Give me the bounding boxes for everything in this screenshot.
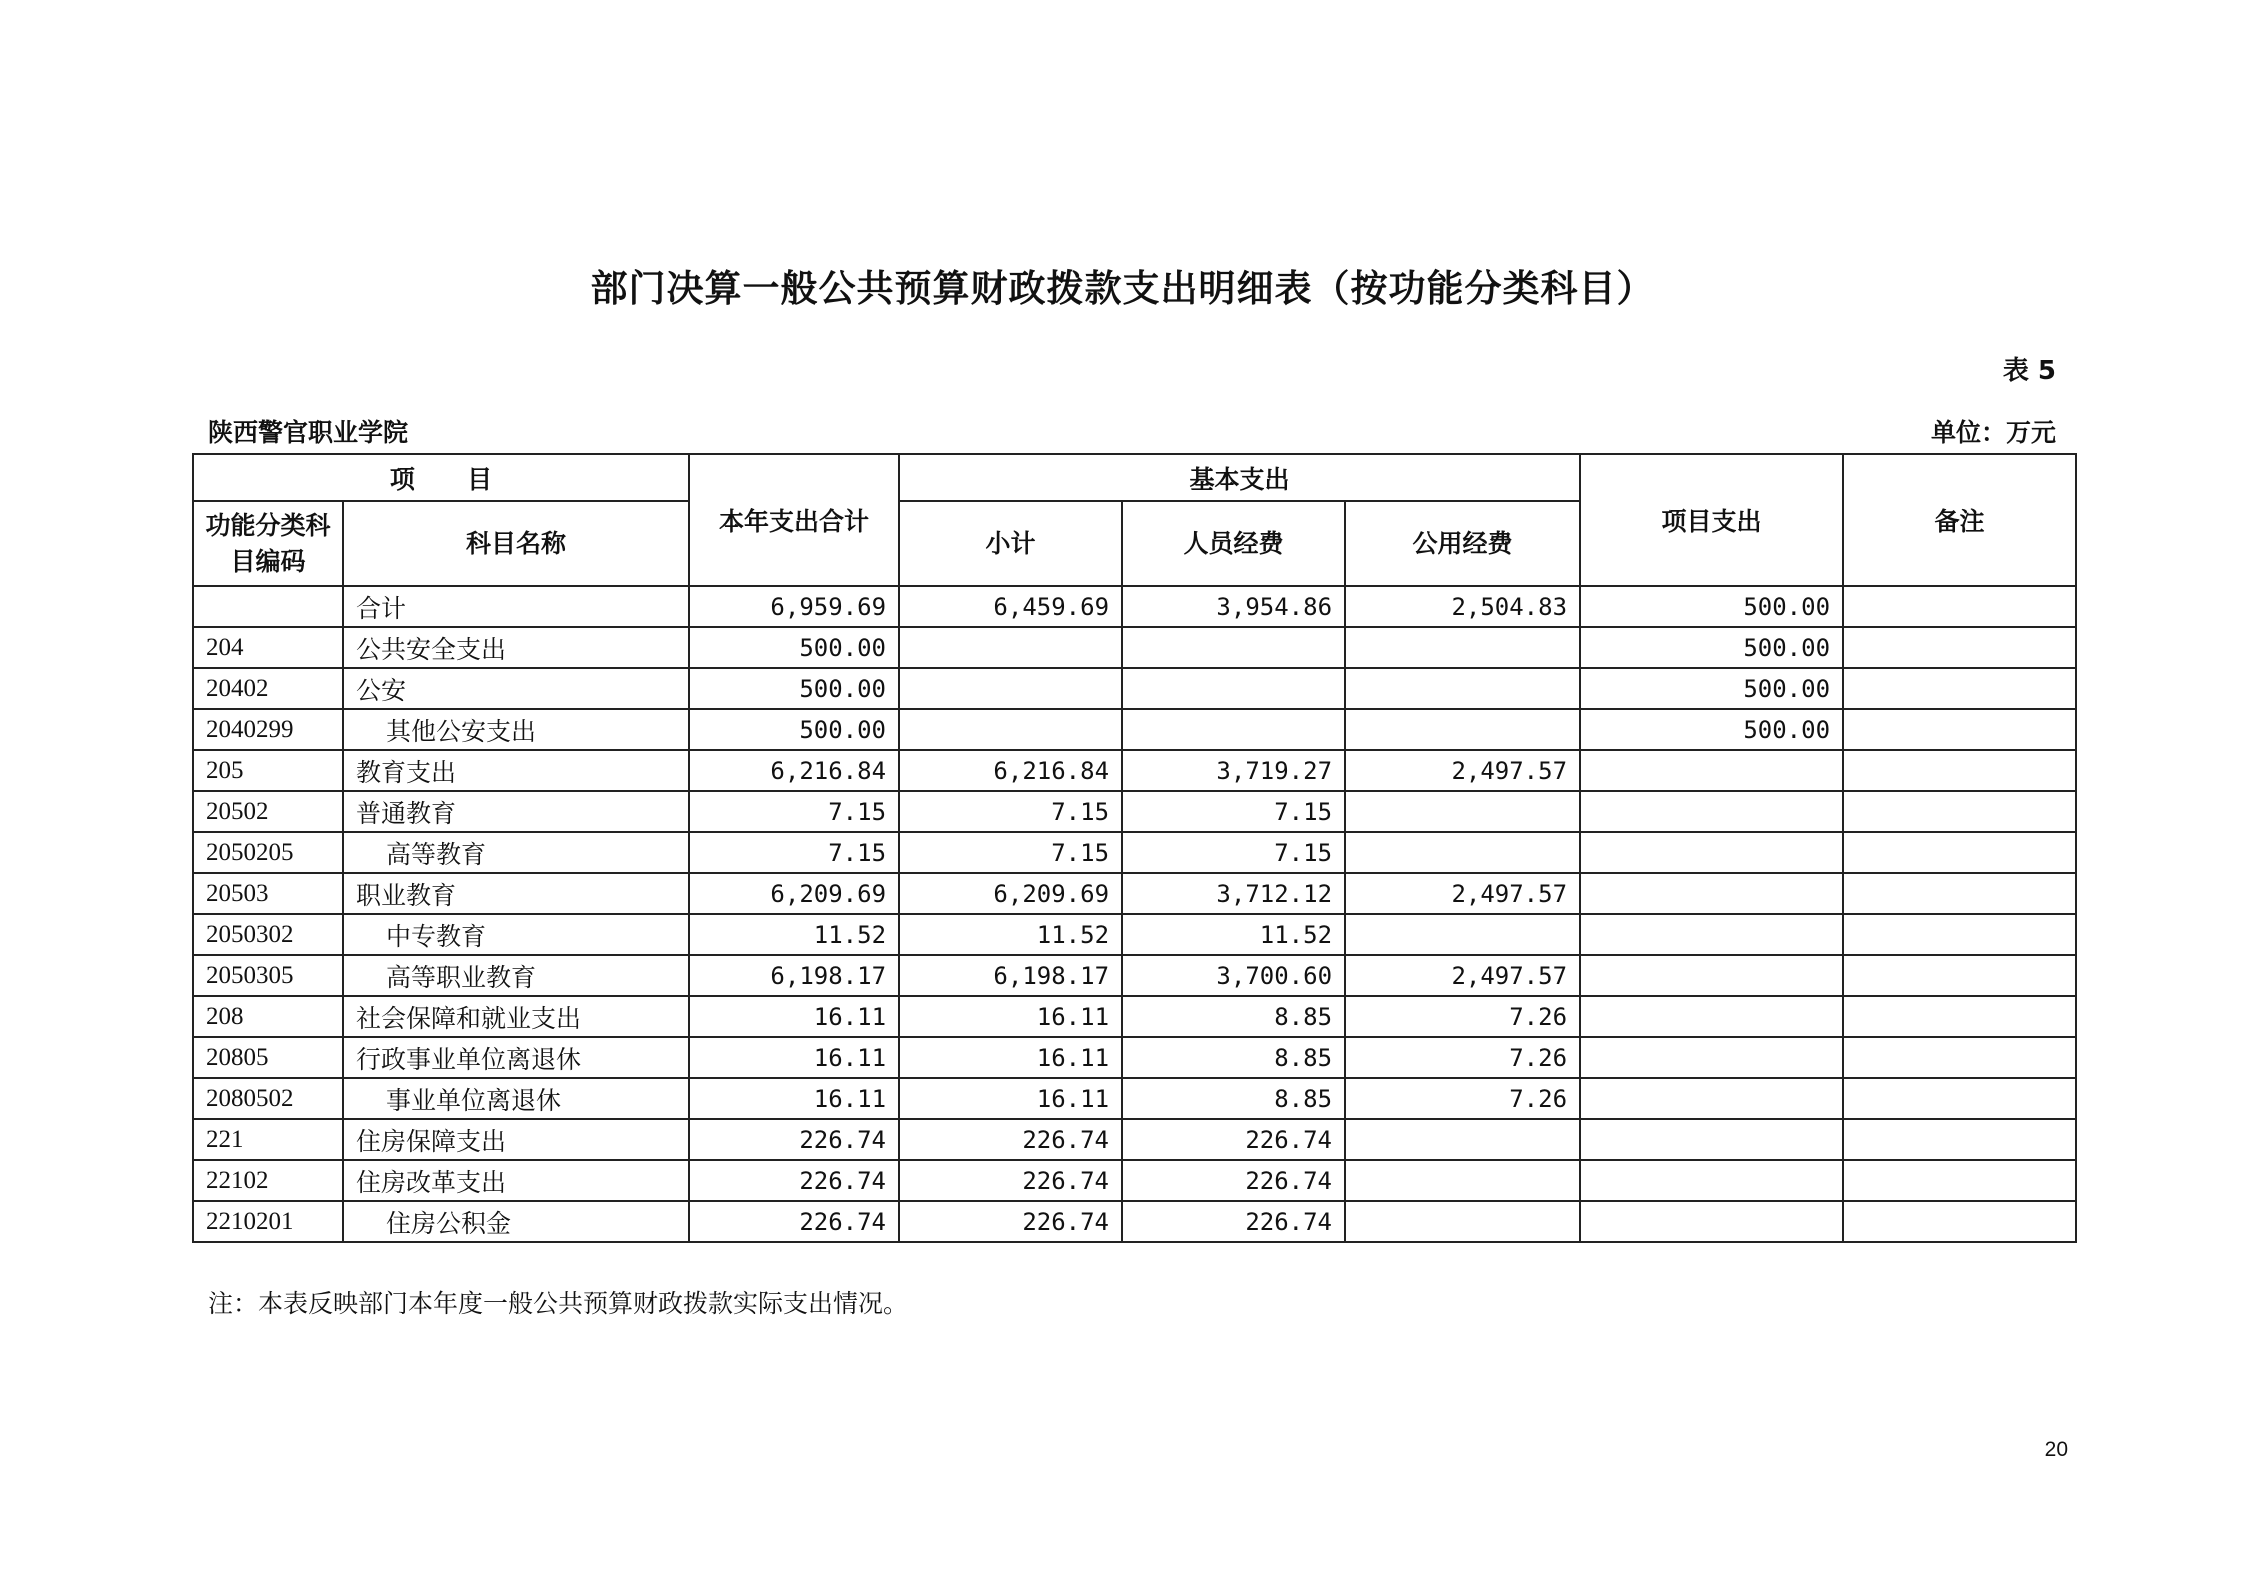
cell-subtotal: 11.52 — [899, 914, 1122, 955]
cell-remarks — [1843, 873, 2076, 914]
cell-code — [193, 586, 343, 627]
header-project: 项 目 — [193, 454, 689, 501]
cell-personnel: 8.85 — [1122, 1078, 1345, 1119]
table-row — [193, 832, 2076, 873]
cell-remarks — [1843, 627, 2076, 668]
cell-project — [1580, 1078, 1843, 1119]
cell-code: 204 — [193, 627, 343, 668]
header-code: 功能分类科目编码 — [193, 501, 343, 586]
cell-subtotal: 7.15 — [899, 832, 1122, 873]
cell-code: 208 — [193, 996, 343, 1037]
table-row — [193, 1078, 2076, 1119]
cell-subtotal: 7.15 — [899, 791, 1122, 832]
cell-total: 6,209.69 — [689, 873, 899, 914]
cell-public — [1345, 1119, 1580, 1160]
page-title: 部门决算一般公共预算财政拨款支出明细表（按功能分类科目） — [590, 267, 1655, 310]
cell-code: 2080502 — [193, 1078, 343, 1119]
unit-label: 单位：万元 — [1930, 418, 2056, 447]
table-row — [193, 1037, 2076, 1078]
cell-project: 500.00 — [1580, 586, 1843, 627]
cell-code: 20805 — [193, 1037, 343, 1078]
cell-code: 20502 — [193, 791, 343, 832]
cell-code: 2040299 — [193, 709, 343, 750]
header-public: 公用经费 — [1345, 501, 1580, 586]
table-row — [193, 873, 2076, 914]
cell-total: 16.11 — [689, 1078, 899, 1119]
cell-project — [1580, 996, 1843, 1037]
header-basic: 基本支出 — [899, 454, 1580, 501]
cell-remarks — [1843, 1078, 2076, 1119]
cell-code: 2050305 — [193, 955, 343, 996]
cell-subject-name: 高等教育 — [343, 832, 689, 873]
cell-public — [1345, 914, 1580, 955]
cell-personnel: 226.74 — [1122, 1160, 1345, 1201]
cell-subtotal: 6,198.17 — [899, 955, 1122, 996]
cell-remarks — [1843, 1119, 2076, 1160]
cell-subject-name: 住房公积金 — [343, 1201, 689, 1242]
cell-code: 221 — [193, 1119, 343, 1160]
header-subject-name: 科目名称 — [343, 501, 689, 586]
footnote: 注：本表反映部门本年度一般公共预算财政拨款实际支出情况。 — [208, 1289, 909, 1318]
header-subtotal: 小计 — [899, 501, 1122, 586]
cell-total: 6,216.84 — [689, 750, 899, 791]
cell-subtotal: 226.74 — [899, 1160, 1122, 1201]
cell-subtotal — [899, 627, 1122, 668]
cell-public: 7.26 — [1345, 1078, 1580, 1119]
organization-name: 陕西警官职业学院 — [208, 418, 409, 447]
cell-code: 2210201 — [193, 1201, 343, 1242]
cell-project — [1580, 750, 1843, 791]
cell-subject-name: 社会保障和就业支出 — [343, 996, 689, 1037]
cell-public: 2,497.57 — [1345, 750, 1580, 791]
cell-project — [1580, 955, 1843, 996]
cell-subtotal: 6,459.69 — [899, 586, 1122, 627]
cell-project: 500.00 — [1580, 709, 1843, 750]
cell-public — [1345, 1201, 1580, 1242]
cell-personnel: 7.15 — [1122, 791, 1345, 832]
cell-remarks — [1843, 955, 2076, 996]
cell-subject-name: 合计 — [343, 586, 689, 627]
cell-total: 226.74 — [689, 1119, 899, 1160]
cell-subtotal: 6,209.69 — [899, 873, 1122, 914]
cell-total: 11.52 — [689, 914, 899, 955]
cell-subject-name: 高等职业教育 — [343, 955, 689, 996]
cell-subject-name: 住房改革支出 — [343, 1160, 689, 1201]
cell-code: 205 — [193, 750, 343, 791]
cell-subtotal: 6,216.84 — [899, 750, 1122, 791]
table-row — [193, 1201, 2076, 1242]
cell-subtotal — [899, 668, 1122, 709]
cell-total: 7.15 — [689, 832, 899, 873]
cell-public — [1345, 709, 1580, 750]
cell-personnel: 7.15 — [1122, 832, 1345, 873]
cell-project: 500.00 — [1580, 627, 1843, 668]
cell-subtotal — [899, 709, 1122, 750]
cell-code: 22102 — [193, 1160, 343, 1201]
cell-project — [1580, 791, 1843, 832]
cell-remarks — [1843, 586, 2076, 627]
table-row — [193, 791, 2076, 832]
cell-remarks — [1843, 750, 2076, 791]
cell-code: 20503 — [193, 873, 343, 914]
cell-personnel — [1122, 627, 1345, 668]
cell-code: 20402 — [193, 668, 343, 709]
cell-remarks — [1843, 1037, 2076, 1078]
cell-total: 6,959.69 — [689, 586, 899, 627]
cell-public: 7.26 — [1345, 996, 1580, 1037]
table-row — [193, 1119, 2076, 1160]
cell-subtotal: 226.74 — [899, 1119, 1122, 1160]
cell-remarks — [1843, 996, 2076, 1037]
cell-subject-name: 普通教育 — [343, 791, 689, 832]
cell-project — [1580, 832, 1843, 873]
cell-public: 2,504.83 — [1345, 586, 1580, 627]
cell-subject-name: 公共安全支出 — [343, 627, 689, 668]
cell-code: 2050302 — [193, 914, 343, 955]
cell-subject-name: 其他公安支出 — [343, 709, 689, 750]
table-row — [193, 996, 2076, 1037]
cell-public: 7.26 — [1345, 1037, 1580, 1078]
cell-subtotal: 226.74 — [899, 1201, 1122, 1242]
cell-project — [1580, 1119, 1843, 1160]
table-body — [193, 586, 2076, 1242]
cell-personnel: 3,954.86 — [1122, 586, 1345, 627]
cell-subject-name: 行政事业单位离退休 — [343, 1037, 689, 1078]
cell-total: 16.11 — [689, 1037, 899, 1078]
cell-subject-name: 中专教育 — [343, 914, 689, 955]
cell-remarks — [1843, 668, 2076, 709]
cell-personnel: 3,700.60 — [1122, 955, 1345, 996]
cell-remarks — [1843, 1160, 2076, 1201]
cell-public — [1345, 1160, 1580, 1201]
table-row — [193, 914, 2076, 955]
cell-total: 500.00 — [689, 709, 899, 750]
header-personnel: 人员经费 — [1122, 501, 1345, 586]
cell-public: 2,497.57 — [1345, 955, 1580, 996]
cell-public: 2,497.57 — [1345, 873, 1580, 914]
table-row — [193, 709, 2076, 750]
header-project-expenditure: 项目支出 — [1580, 454, 1843, 586]
cell-total: 6,198.17 — [689, 955, 899, 996]
cell-total: 16.11 — [689, 996, 899, 1037]
cell-public — [1345, 832, 1580, 873]
cell-remarks — [1843, 1201, 2076, 1242]
table-row — [193, 627, 2076, 668]
table-row — [193, 1160, 2076, 1201]
cell-subtotal: 16.11 — [899, 996, 1122, 1037]
cell-personnel: 226.74 — [1122, 1201, 1345, 1242]
cell-subject-name: 住房保障支出 — [343, 1119, 689, 1160]
cell-subject-name: 公安 — [343, 668, 689, 709]
cell-personnel: 226.74 — [1122, 1119, 1345, 1160]
cell-project — [1580, 1037, 1843, 1078]
table-row — [193, 668, 2076, 709]
cell-total: 226.74 — [689, 1201, 899, 1242]
cell-personnel — [1122, 668, 1345, 709]
cell-subtotal: 16.11 — [899, 1037, 1122, 1078]
cell-personnel: 8.85 — [1122, 1037, 1345, 1078]
cell-personnel: 3,712.12 — [1122, 873, 1345, 914]
cell-project — [1580, 1160, 1843, 1201]
cell-remarks — [1843, 709, 2076, 750]
cell-total: 226.74 — [689, 1160, 899, 1201]
expenditure-table — [192, 453, 2077, 1243]
page-number: 20 — [2044, 1438, 2068, 1461]
table-row — [193, 586, 2076, 627]
cell-project — [1580, 1201, 1843, 1242]
cell-subject-name: 职业教育 — [343, 873, 689, 914]
cell-public — [1345, 791, 1580, 832]
cell-code: 2050205 — [193, 832, 343, 873]
cell-total: 500.00 — [689, 627, 899, 668]
cell-personnel: 3,719.27 — [1122, 750, 1345, 791]
cell-total: 7.15 — [689, 791, 899, 832]
header-total: 本年支出合计 — [689, 454, 899, 586]
cell-subject-name: 事业单位离退休 — [343, 1078, 689, 1119]
cell-public — [1345, 627, 1580, 668]
header-remarks: 备注 — [1843, 454, 2076, 586]
cell-personnel — [1122, 709, 1345, 750]
cell-subtotal: 16.11 — [899, 1078, 1122, 1119]
cell-remarks — [1843, 832, 2076, 873]
cell-remarks — [1843, 791, 2076, 832]
cell-project: 500.00 — [1580, 668, 1843, 709]
cell-personnel: 8.85 — [1122, 996, 1345, 1037]
cell-project — [1580, 914, 1843, 955]
cell-public — [1345, 668, 1580, 709]
table-number: 表 5 — [2002, 356, 2056, 386]
cell-total: 500.00 — [689, 668, 899, 709]
table-row — [193, 955, 2076, 996]
cell-personnel: 11.52 — [1122, 914, 1345, 955]
cell-remarks — [1843, 914, 2076, 955]
cell-subject-name: 教育支出 — [343, 750, 689, 791]
table-row — [193, 750, 2076, 791]
cell-project — [1580, 873, 1843, 914]
